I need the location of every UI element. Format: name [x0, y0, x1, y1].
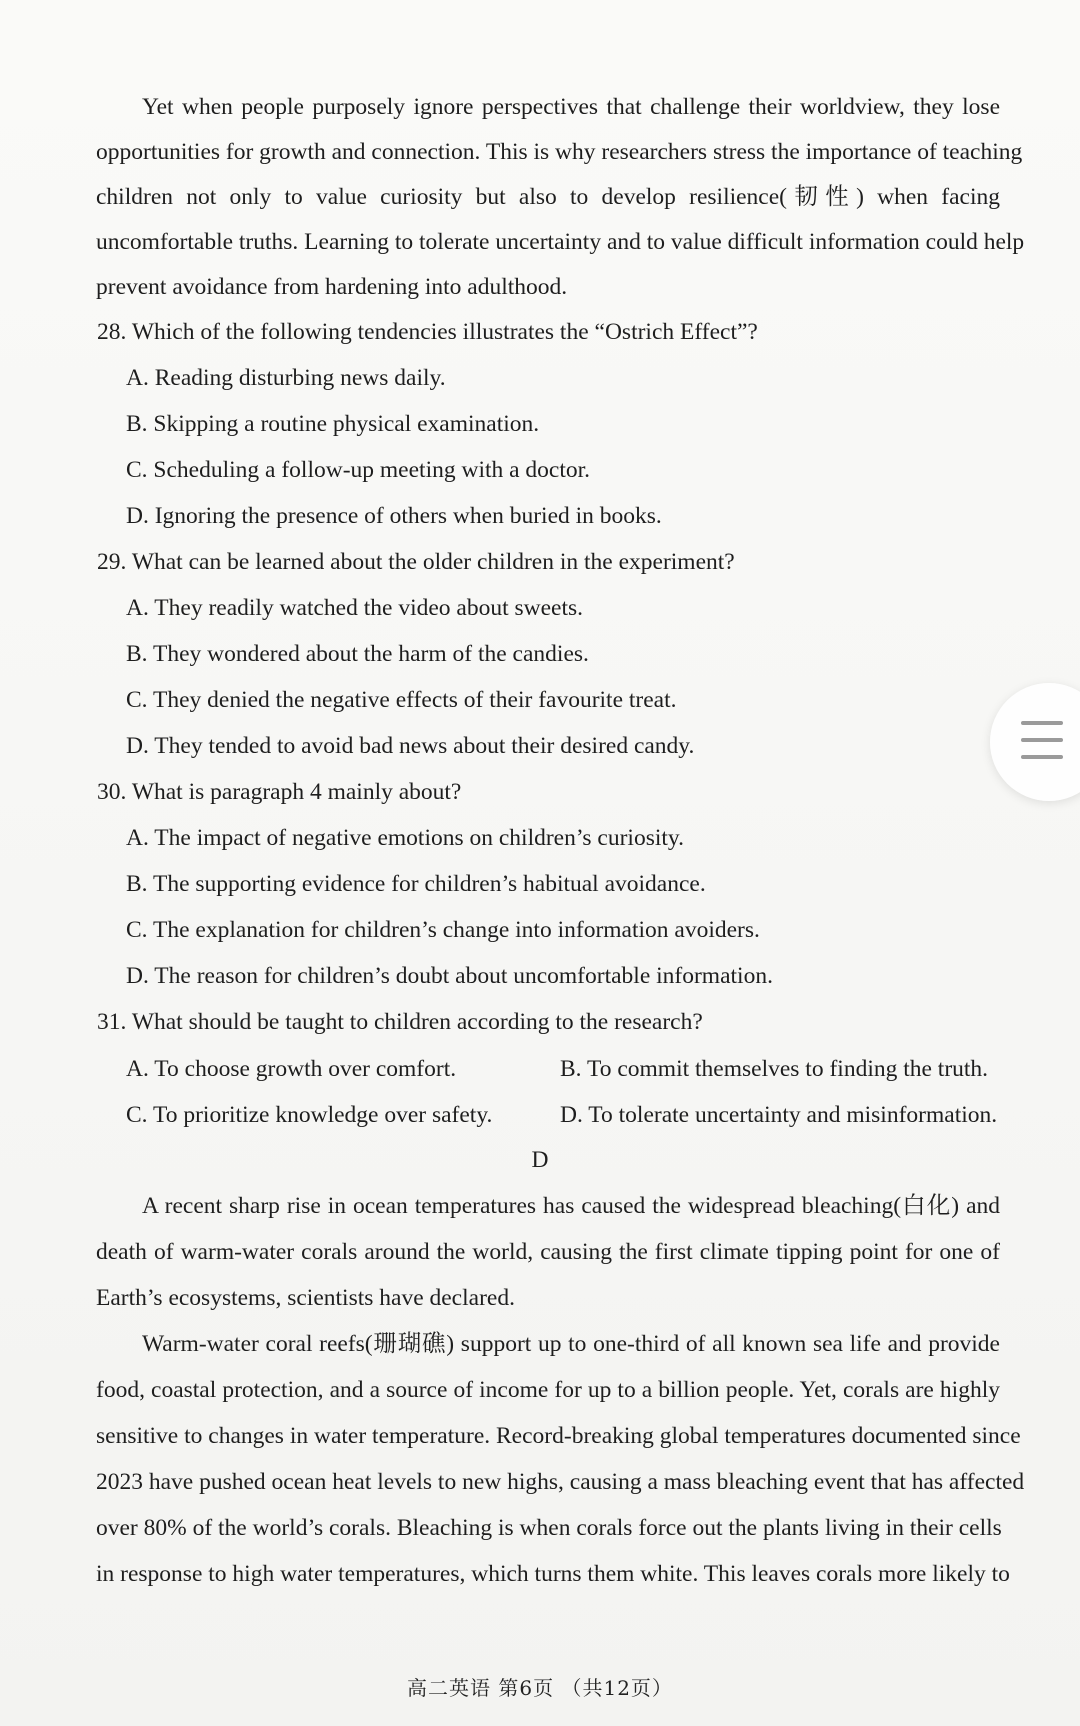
question-31-option-d: D. To tolerate uncertainty and misinformation.	[560, 1102, 998, 1128]
question-30-option-b: B. The supporting evidence for children’s habitual avoidance.	[126, 871, 706, 897]
passage-d-line: Earth’s ecosystems, scientists have declared.	[96, 1285, 515, 1311]
passage-c-line: children not only to value curiosity but also to develop resilience(韧性) when facing	[96, 184, 1000, 210]
question-30-option-c: C. The explanation for children’s change into information avoiders.	[126, 917, 760, 943]
question-30-stem: 30. What is paragraph 4 mainly about?	[97, 779, 462, 805]
question-31-option-b: B. To commit themselves to finding the truth.	[560, 1056, 989, 1082]
question-28-option-a: A. Reading disturbing news daily.	[126, 365, 446, 391]
question-31-stem: 31. What should be taught to children according to the research?	[97, 1009, 703, 1035]
menu-icon	[1021, 721, 1063, 761]
passage-c-line: uncomfortable truths. Learning to tolerate uncertainty and to value difficult information could help	[96, 229, 1025, 255]
passage-d-line: over 80% of the world’s corals. Bleaching is when corals force out the plants living in their cells	[96, 1515, 1002, 1541]
question-30-option-a: A. The impact of negative emotions on children’s curiosity.	[126, 825, 684, 851]
passage-d-line: in response to high water temperatures, which turns them white. This leaves corals more likely to	[96, 1561, 1010, 1587]
question-28-stem: 28. Which of the following tendencies illustrates the “Ostrich Effect”?	[97, 319, 758, 345]
question-28-option-b: B. Skipping a routine physical examination.	[126, 411, 540, 437]
passage-d-line: Warm-water coral reefs(珊瑚礁) support up to one-third of all known sea life and provide	[142, 1331, 1000, 1357]
question-28-option-c: C. Scheduling a follow-up meeting with a doctor.	[126, 457, 591, 483]
section-heading: D	[531, 1147, 549, 1173]
passage-c-line: prevent avoidance from hardening into adulthood.	[96, 274, 568, 300]
question-30-option-d: D. The reason for children’s doubt about uncomfortable information.	[126, 963, 773, 989]
question-29-option-b: B. They wondered about the harm of the candies.	[126, 641, 589, 667]
passage-c-line: Yet when people purposely ignore perspectives that challenge their worldview, they lose	[142, 94, 1000, 120]
question-28-option-d: D. Ignoring the presence of others when buried in books.	[126, 503, 662, 529]
passage-c-line: opportunities for growth and connection. This is why researchers stress the importance of teaching	[96, 139, 1023, 165]
passage-d-line: A recent sharp rise in ocean temperatures has caused the widespread bleaching(白化) and	[142, 1193, 1000, 1219]
page-footer: 高二英语 第6页 （共12页）	[407, 1676, 673, 1700]
question-29-option-d: D. They tended to avoid bad news about their desired candy.	[126, 733, 695, 759]
passage-d-line: death of warm-water corals around the world, causing the first climate tipping point for one of	[96, 1239, 1000, 1265]
question-29-option-a: A. They readily watched the video about sweets.	[126, 595, 584, 621]
question-31-option-c: C. To prioritize knowledge over safety.	[126, 1102, 493, 1128]
question-29-option-c: C. They denied the negative effects of their favourite treat.	[126, 687, 677, 713]
question-31-option-a: A. To choose growth over comfort.	[126, 1056, 457, 1082]
passage-d-line: sensitive to changes in water temperature. Record-breaking global temperatures documented since	[96, 1423, 1021, 1449]
floating-menu-button[interactable]	[990, 683, 1080, 801]
passage-d-line: food, coastal protection, and a source of income for up to a billion people. Yet, corals are highly	[96, 1377, 1000, 1403]
question-29-stem: 29. What can be learned about the older children in the experiment?	[97, 549, 735, 575]
passage-d-line: 2023 have pushed ocean heat levels to new highs, causing a mass bleaching event that has affected	[96, 1469, 1025, 1495]
